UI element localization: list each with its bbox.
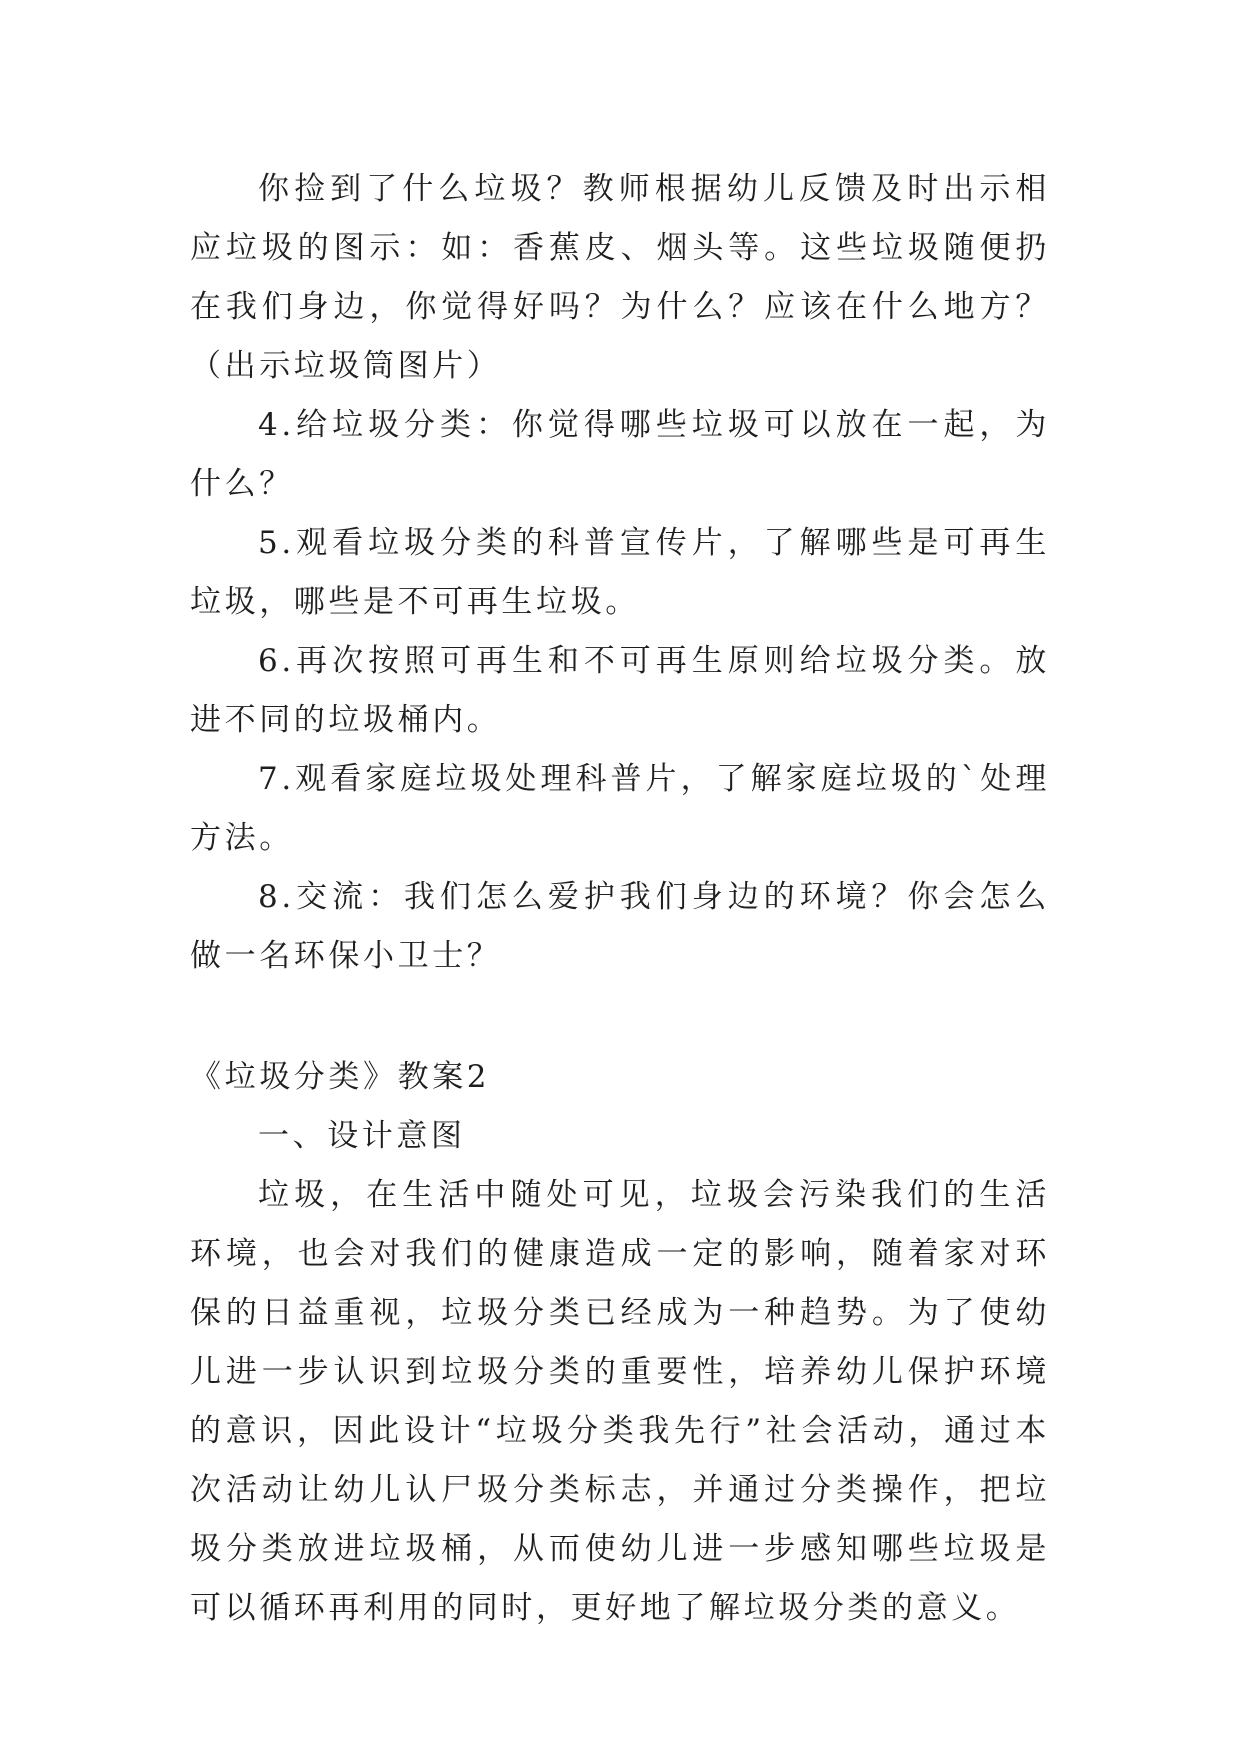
step-8-discussion: 8.交流：我们怎么爱护我们身边的环境？你会怎么做一名环保小卫士？: [190, 879, 1050, 974]
step-4-sort-garbage: 4.给垃圾分类：你觉得哪些垃圾可以放在一起，为什么？: [190, 407, 1050, 502]
paragraph-garbage-found: 你捡到了什么垃圾？教师根据幼儿反馈及时出示相应垃圾的图示：如：香蕉皮、烟头等。这些垃圾随便扔在我们身边，你觉得好吗？为什么？应该在什么地方？（出示垃圾筒图片）: [190, 171, 1050, 384]
paragraph-design-intent: 垃圾，在生活中随处可见，垃圾会污染我们的生活环境，也会对我们的健康造成一定的影响，随着家对环保的日益重视，垃圾分类已经成为一种趋势。为了使幼儿进一步认识到垃圾分类的重要性，培养幼儿保护环境的意识，因此设计“垃圾分类我先行”社会活动，通过本次活动让幼儿认尸圾分类标志，并通过分类操作，把垃圾分类放进垃圾桶，从而使幼儿进一步感知哪些垃圾是可以循环再利用的同时，更好地了解垃圾分类的意义。: [190, 1177, 1050, 1626]
step-7-household-garbage: 7.观看家庭垃圾处理科普片，了解家庭垃圾的`处理方法。: [190, 761, 1050, 856]
section-spacer: [190, 986, 1050, 1048]
section-title: 《垃圾分类》教案2: [190, 1059, 491, 1095]
subheading-design-intent: 一、设计意图: [258, 1118, 466, 1154]
step-5-watch-video: 5.观看垃圾分类的科普宣传片，了解哪些是可再生垃圾，哪些是不可再生垃圾。: [190, 525, 1050, 620]
document-page: [190, 160, 1050, 1638]
step-6-sort-again: 6.再次按照可再生和不可再生原则给垃圾分类。放进不同的垃圾桶内。: [190, 643, 1050, 738]
